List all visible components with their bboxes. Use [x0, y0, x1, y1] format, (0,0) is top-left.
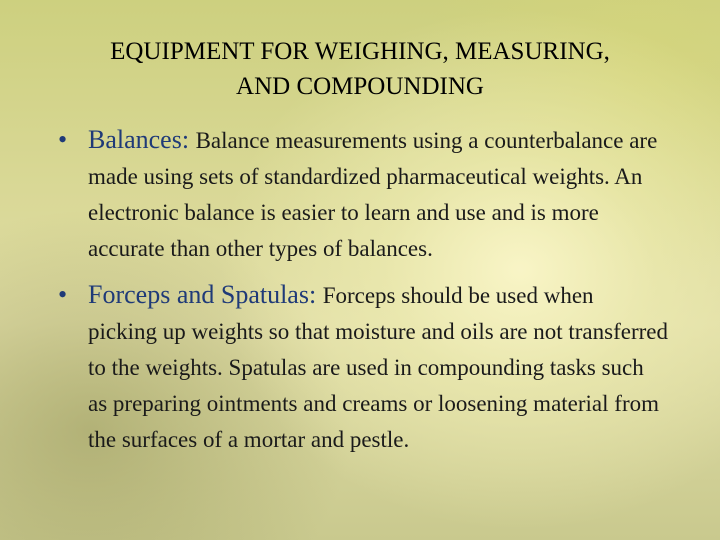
bullet-text-forceps-spatulas: Forceps should be used when picking up weights so that moisture and oils are not transferred to the weights. Spatulas are used in compounding tasks such as preparing ointments and creams or loosening material from the surfaces of a mortar and pestle.: [88, 283, 668, 452]
bullet-term-forceps-spatulas: Forceps and Spatulas:: [88, 280, 323, 309]
bullet-term-balances: Balances:: [88, 125, 196, 154]
bullet-icon: •: [58, 125, 68, 154]
bullet-item-forceps-spatulas: [58, 277, 668, 458]
bullet-list: [58, 122, 668, 458]
bullet-icon: •: [58, 280, 68, 309]
slide-title: [40, 34, 680, 104]
bullet-item-balances: [58, 122, 668, 267]
slide-title-line-1: EQUIPMENT FOR WEIGHING, MEASURING,: [110, 38, 610, 65]
bullet-text-balances: Balance measurements using a counterbalance are made using sets of standardized pharmaceutical weights. An electronic balance is easier to learn and use and is more accurate than other types of balances.: [88, 128, 658, 261]
slide-title-line-2: AND COMPOUNDING: [236, 73, 484, 100]
